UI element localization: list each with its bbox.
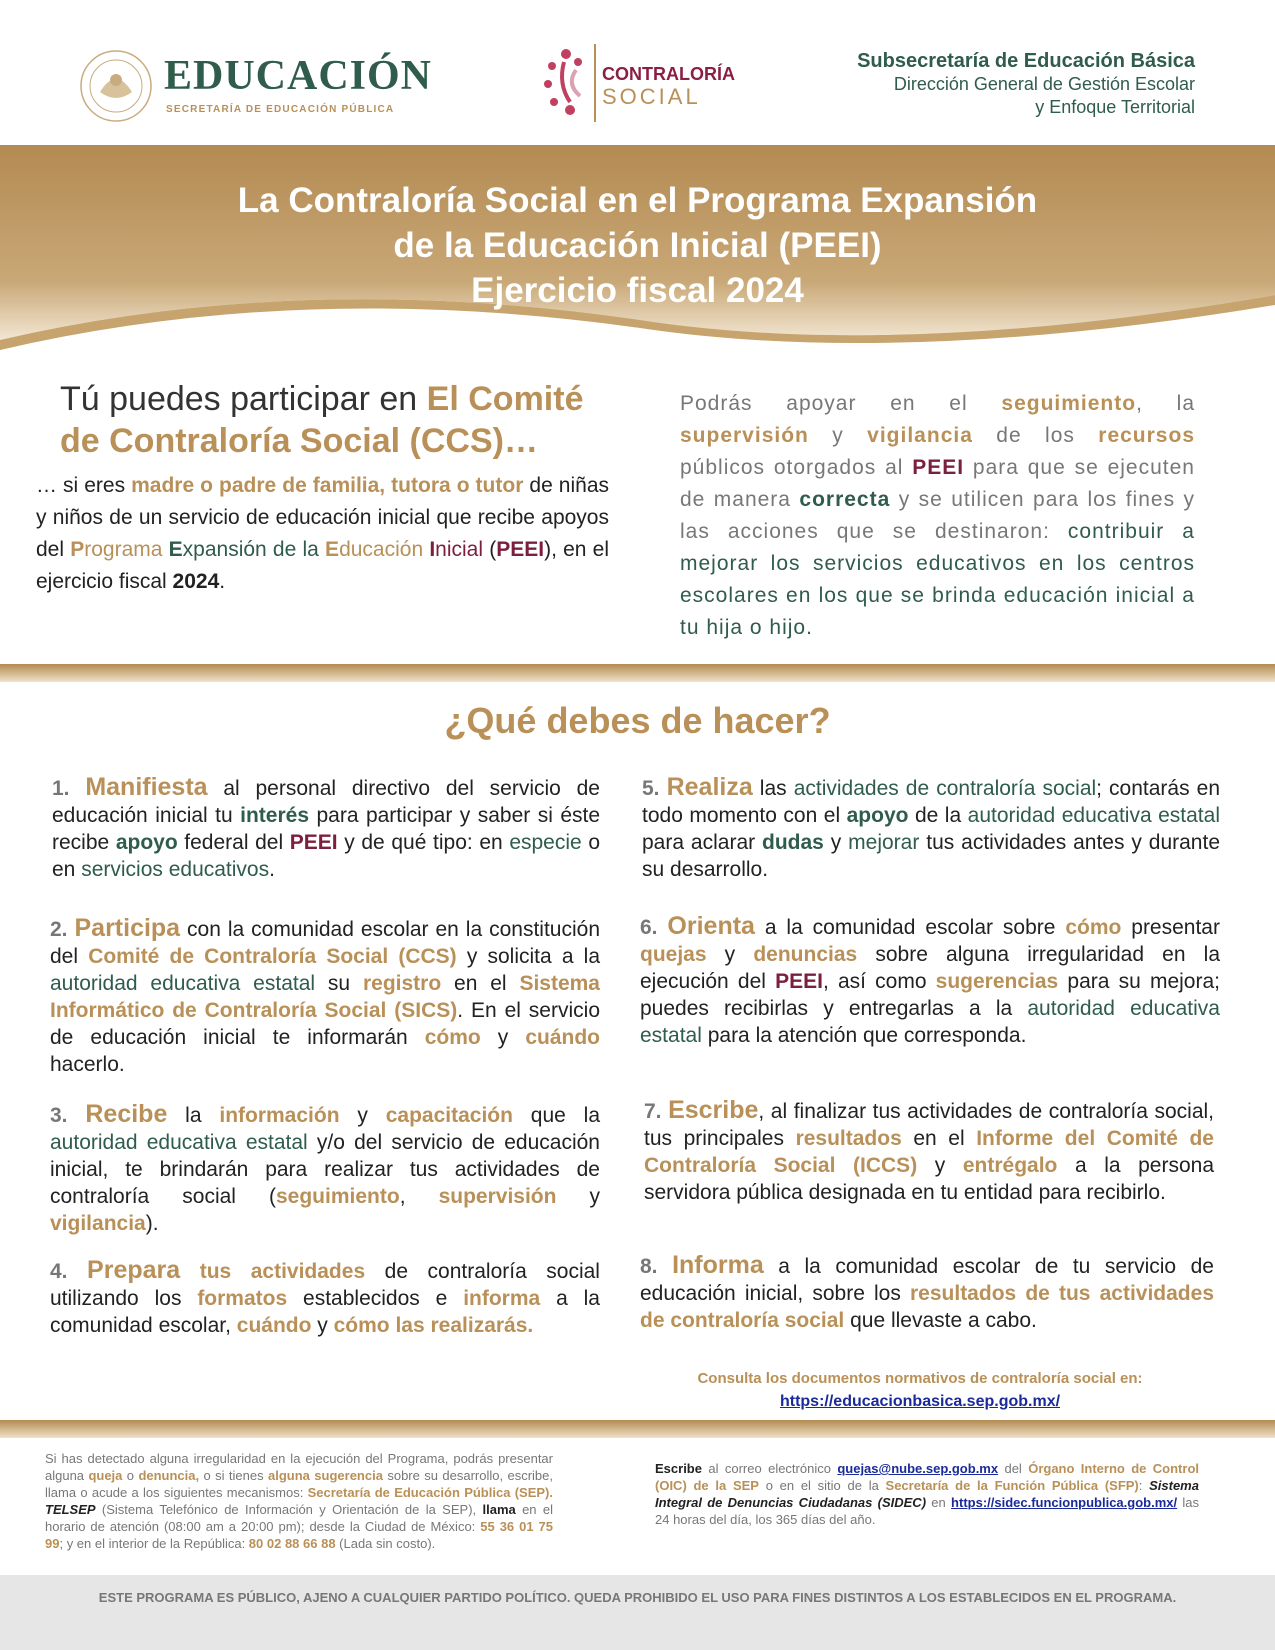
text: informa (463, 1287, 541, 1310)
text: Si has detectado alguna irregularidad en la ejecución del Programa, podrás presentar alguna (45, 1451, 553, 1483)
text: rograma (84, 538, 169, 561)
text: para participar y saber si éste recibe (52, 804, 601, 854)
bottom-bar (0, 1575, 1275, 1650)
sep-subtitle: SECRETARÍA DE EDUCACIÓN PÚBLICA (166, 104, 395, 115)
banner-title (0, 178, 1275, 313)
text: públicos otorgados al (680, 456, 913, 479)
consulta-text: Consulta los documentos normativos de contraloría social en: (697, 1370, 1143, 1387)
intro-left (36, 378, 609, 598)
step-keyword: Recibe (85, 1100, 168, 1128)
text: ; contarás en todo momento con el (642, 777, 1221, 827)
step-number: 1. (52, 777, 70, 800)
text: las 24 horas del día, los 365 días del año. (655, 1495, 1200, 1527)
text: establecidos e (287, 1287, 464, 1310)
text: sobre su desarrollo, escribe, llama o acude a los siguientes mecanismos: (45, 1468, 553, 1500)
text: la (167, 1104, 220, 1127)
text: … si eres (36, 474, 132, 497)
email-link[interactable]: quejas@nube.sep.gob.mx (837, 1461, 999, 1476)
text: vigilancia (867, 424, 973, 447)
step-number: 5. (642, 777, 660, 800)
text: y se utilicen para los fines y las acciones que se destinaron: (680, 488, 1196, 543)
text: supervisión (680, 424, 809, 447)
text: Secretaría de la Función Pública (SFP) (885, 1478, 1139, 1493)
text: Secretaría de Educación Pública (SEP). (307, 1485, 553, 1500)
text: y/o del servicio de educación inicial, te brindarán para realizar tus actividades de contraloría social ( (50, 1131, 600, 1208)
text: cómo (424, 1026, 481, 1049)
text: cuándo (236, 1314, 312, 1337)
text: Informe del Comité de Contraloría Social (ICCS) (644, 1127, 1214, 1177)
text: especie (509, 831, 582, 854)
contraloria-social-logo (540, 44, 760, 124)
text: interés (240, 804, 310, 827)
text: madre o padre de familia, tutora o tutor (131, 474, 524, 497)
text (180, 1260, 200, 1283)
text: autoridad educativa estatal (50, 1131, 308, 1154)
intro-right-paragraph (680, 388, 1195, 644)
text: o en (52, 831, 601, 881)
text: y (917, 1154, 963, 1177)
text: llama (482, 1502, 516, 1517)
text: tus actividades (199, 1260, 366, 1283)
title-banner (0, 145, 1275, 360)
text: cómo (1065, 916, 1122, 939)
text: E (325, 538, 340, 561)
text: alguna sugerencia (268, 1468, 383, 1483)
step-number: 3. (50, 1104, 68, 1127)
text: cómo las realizarás. (333, 1314, 534, 1337)
text: hacerlo. (50, 1053, 125, 1076)
step-7 (644, 1097, 1214, 1206)
text: para la atención que corresponda. (701, 1024, 1027, 1047)
text: federal del (177, 831, 290, 854)
text: en (926, 1495, 952, 1510)
text: PEEI (289, 831, 338, 854)
text: 55 36 01 75 99 (45, 1519, 553, 1551)
text: resultados de tus actividades de contraloría social (640, 1282, 1214, 1332)
text: Comité de Contraloría Social (CCS) (88, 945, 457, 968)
step-keyword: Prepara (87, 1256, 181, 1284)
text: Órgano Interno de Control (OIC) de la SEP (655, 1461, 1199, 1493)
text: y (339, 1104, 386, 1127)
step-5 (642, 774, 1220, 883)
text: ; y en el interior de la República: (59, 1536, 249, 1551)
text: ), en el ejercicio fiscal (36, 538, 610, 593)
text: Podrás apoyar en el (680, 392, 1002, 415)
text: tus actividades antes y durante su desarrollo. (642, 831, 1220, 881)
text: actividades de contraloría social (793, 777, 1097, 800)
text: supervisión (438, 1185, 557, 1208)
text: a la comunidad escolar sobre (754, 916, 1066, 939)
text: P (70, 538, 85, 561)
text: o en el sitio de la (758, 1478, 886, 1493)
text: al correo electrónico (701, 1461, 838, 1476)
text: autoridad educativa estatal (967, 804, 1220, 827)
cs-line1: CONTRALORÍA (602, 64, 735, 84)
text: información (219, 1104, 340, 1127)
text: y solicita a la (456, 945, 601, 968)
intro-paragraph (36, 470, 609, 598)
text: 2024 (172, 570, 220, 593)
text: formatos (197, 1287, 288, 1310)
step-keyword: Orienta (667, 912, 755, 940)
text: las (752, 777, 794, 800)
step-number: 2. (50, 918, 68, 941)
text: y (706, 943, 754, 966)
consulta-link[interactable]: https://educacionbasica.sep.gob.mx/ (779, 1393, 1061, 1410)
text: : (1138, 1478, 1150, 1493)
text: cuándo (525, 1026, 601, 1049)
text: Sistema Integral de Denuncias Ciudadanas (SIDEC) (655, 1478, 1199, 1510)
people-circle-icon (540, 44, 600, 124)
text: ( (483, 538, 497, 561)
text: xpansión de la (182, 538, 326, 561)
text: mejorar (848, 831, 920, 854)
text: , (399, 1185, 439, 1208)
footer-left (45, 1450, 553, 1552)
text: al personal directivo del servicio de educación inicial tu (52, 777, 600, 827)
sep-logo (78, 48, 458, 128)
intro-heading-pre: Tú puedes participar en (60, 380, 427, 418)
text: en el (441, 972, 520, 995)
cs-line2: SOCIAL (602, 84, 701, 109)
subsecretaria-label: Subsecretaría de Educación Básica (857, 50, 1195, 72)
text: capacitación (385, 1104, 513, 1127)
step-4 (50, 1257, 600, 1339)
text: o (122, 1468, 139, 1483)
text: queja (88, 1468, 123, 1483)
text: TELSEP (45, 1502, 96, 1517)
text: sugerencias (935, 970, 1059, 993)
text: autoridad educativa estatal (640, 997, 1220, 1047)
step-number: 4. (50, 1260, 68, 1283)
text: recursos (1098, 424, 1195, 447)
logo-divider (594, 44, 596, 122)
text: dudas (762, 831, 824, 854)
text: a la comunidad escolar de tu servicio de educación inicial, sobre los (640, 1255, 1214, 1305)
footer-divider (0, 1420, 1275, 1442)
text: que la (512, 1104, 600, 1127)
text: apoyo (846, 804, 909, 827)
legal-notice: ESTE PROGRAMA ES PÚBLICO, AJENO A CUALQUIER PARTIDO POLÍTICO. QUEDA PROHIBIDO EL USO PARA FINES DISTINTOS A LOS ESTABLECIDOS EN EL PROGRAMA. (98, 1590, 1177, 1605)
header-department (857, 50, 1195, 119)
text: correcta (799, 488, 891, 511)
text: apoyo (115, 831, 178, 854)
text: de la (908, 804, 968, 827)
step-number: 8. (640, 1255, 658, 1278)
intro-heading (60, 378, 609, 462)
text: denuncia, (138, 1468, 200, 1483)
text: seguimiento (1001, 392, 1137, 415)
text: denuncias (753, 943, 858, 966)
text: de los (972, 424, 1099, 447)
step-number: 6. (640, 916, 658, 939)
text: y (556, 1185, 600, 1208)
direccion-label: Dirección General de Gestión Escolar (893, 74, 1195, 94)
text: de niñas y niños de un servicio de educación inicial que recibe apoyos del (36, 474, 609, 561)
text: y (823, 831, 849, 854)
text: E (168, 538, 183, 561)
section-divider (0, 664, 1275, 686)
text: resultados (795, 1127, 902, 1150)
banner-title-line2: de la Educación Inicial (PEEI) (393, 226, 882, 265)
text: ducación (339, 538, 430, 561)
text: . (219, 570, 226, 593)
text: o si tienes (199, 1468, 269, 1483)
text: , la (1136, 392, 1195, 415)
text: autoridad educativa estatal (50, 972, 316, 995)
banner-title-line1: La Contraloría Social en el Programa Expansión (237, 181, 1038, 220)
step-keyword: Realiza (666, 773, 753, 801)
text: , así como (822, 970, 936, 993)
text: seguimiento (276, 1185, 400, 1208)
text: y de qué tipo: en (337, 831, 510, 854)
step-2 (50, 915, 600, 1078)
text: para su mejora; puedes recibirlas y entregarlas a la (640, 970, 1220, 1020)
text: y (311, 1314, 334, 1337)
text: (Lada sin costo). (335, 1536, 436, 1551)
text: a la persona servidora pública designada en tu entidad para recibirlo. (644, 1154, 1215, 1204)
step-number: 7. (644, 1100, 662, 1123)
text: PEEI (775, 970, 823, 993)
section-title: ¿Qué debes de hacer? (444, 700, 831, 741)
text: 80 02 88 66 88 (248, 1536, 336, 1551)
text: I (429, 538, 436, 561)
text: quejas (640, 943, 707, 966)
step-8 (640, 1252, 1214, 1334)
mexico-seal-icon (78, 48, 154, 124)
text: ). (145, 1212, 159, 1235)
text: a la comunidad escolar, (50, 1287, 600, 1337)
education-wordmark: EDUCACIÓN (164, 53, 433, 99)
step-6 (640, 913, 1220, 1049)
step-keyword: Informa (672, 1251, 764, 1279)
step-3 (50, 1101, 600, 1237)
sidec-link[interactable]: https://sidec.funcionpublica.gob.mx/ (951, 1495, 1178, 1510)
text: su (315, 972, 363, 995)
text: con la comunidad escolar en la constitución del (50, 918, 601, 968)
text: en el (901, 1127, 977, 1150)
step-1 (52, 774, 600, 883)
text: y (480, 1026, 526, 1049)
text: registro (362, 972, 442, 995)
text: Escribe (655, 1461, 702, 1476)
text: de contraloría social utilizando los (50, 1260, 600, 1310)
text: que llevaste a cabo. (844, 1309, 1037, 1332)
text: del (998, 1461, 1029, 1476)
text: , al finalizar tus actividades de contraloría social, tus principales (644, 1100, 1214, 1150)
text: entrégalo (962, 1154, 1058, 1177)
step-keyword: Escribe (668, 1096, 759, 1124)
text: en el horario de atención (08:00 am a 20:00 pm); desde la Ciudad de México: (45, 1502, 553, 1534)
text: . En el servicio de educación inicial te informarán (50, 999, 600, 1049)
intro-heading-committee: El Comité de Contraloría Social (CCS)… (60, 380, 584, 460)
text: sobre alguna irregularidad en la ejecución del (640, 943, 1221, 993)
text: Sistema Informático de Contraloría Social (SICS) (50, 972, 600, 1022)
footer-right (655, 1460, 1199, 1528)
text: presentar (1121, 916, 1220, 939)
text: PEEI (496, 538, 545, 561)
enfoque-label: y Enfoque Territorial (1035, 97, 1195, 117)
text: (Sistema Telefónico de Información y Orientación de la SEP), (95, 1502, 483, 1517)
step-keyword: Participa (74, 914, 181, 942)
text: y (808, 424, 868, 447)
text: vigilancia (50, 1212, 146, 1235)
text: contribuir a mejorar los servicios educativos en los centros escolares en los que se brinda educación inicial a tu hija o hijo. (680, 520, 1195, 639)
text: para que se ejecuten de manera (680, 456, 1195, 511)
step-keyword: Manifiesta (85, 773, 208, 801)
text: para aclarar (642, 831, 763, 854)
banner-title-line3: Ejercicio fiscal 2024 (471, 271, 804, 310)
text: PEEI (912, 456, 965, 479)
consulta-block (640, 1370, 1200, 1411)
text: servicios educativos (81, 858, 270, 881)
text: . (269, 858, 275, 881)
text: nicial (435, 538, 484, 561)
